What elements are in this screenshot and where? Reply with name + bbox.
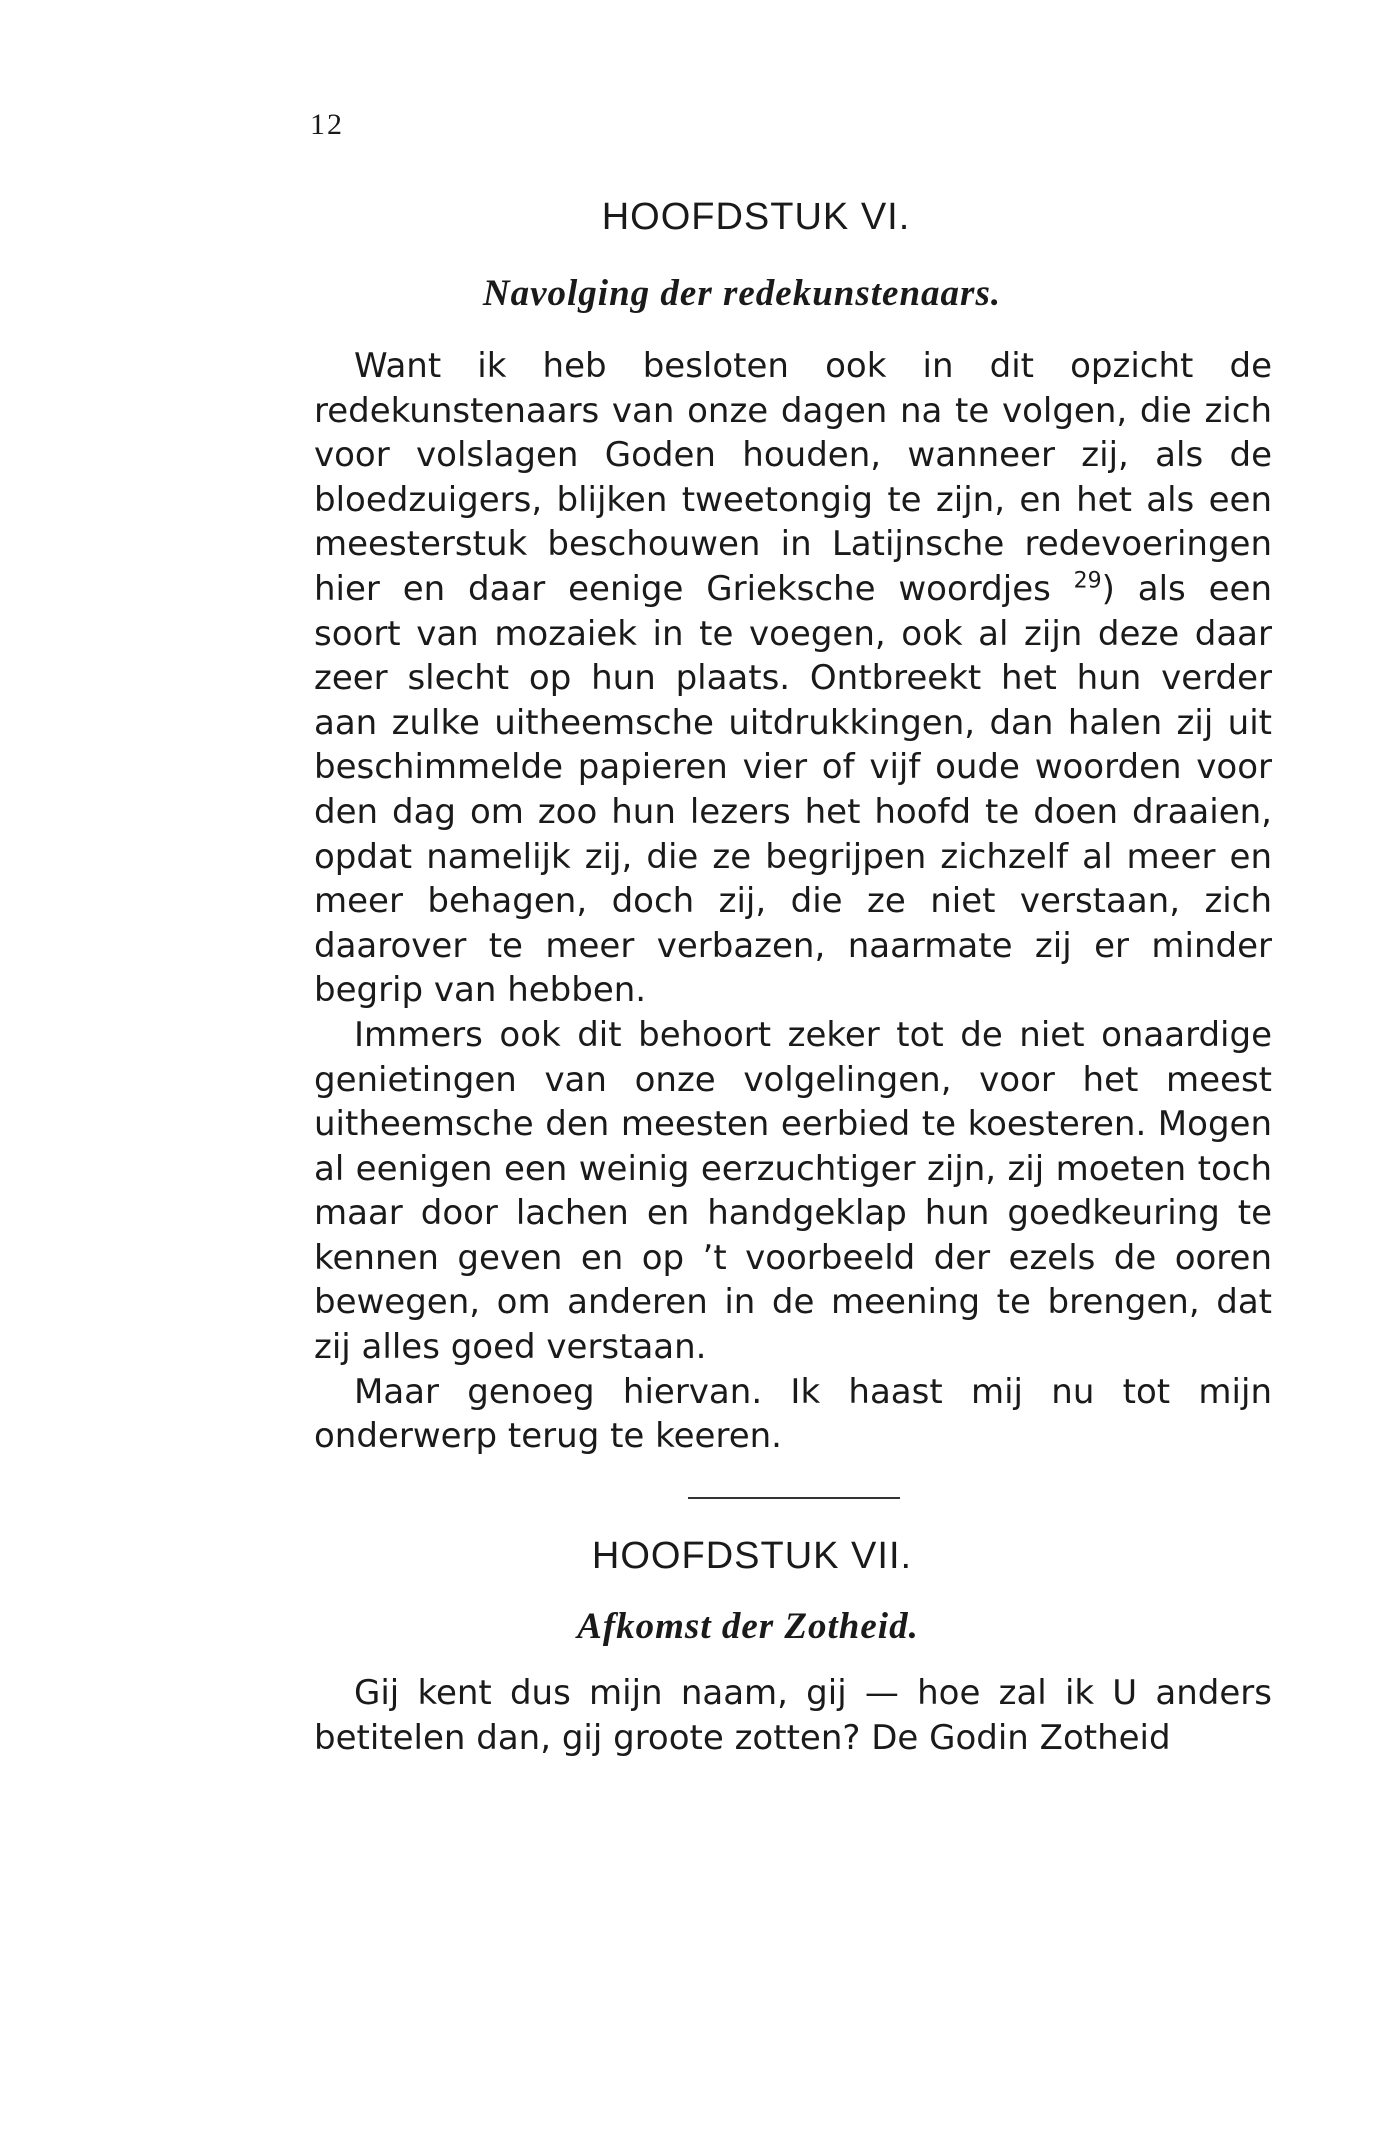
paragraph: Immers ook dit behoort zeker tot de niet onaardige genietingen van onze volgelingen, voor het meest uitheemsche den meesten eerbied te koesteren. Mogen al eenigen een weinig eerzuchtiger zijn, zij moeten toch maar door lachen en handgeklap hun goedkeuring te kennen geven en op ’t voorbeeld der ezels de ooren bewegen, om anderen in de meening te brengen, dat zij alles goed verstaan. (314, 1014, 1272, 1368)
chapter-6-subtitle: Navolging der redekunstenaars. (482, 273, 1002, 314)
footnote-marker: 29 (1073, 568, 1102, 594)
chapter-6-text (314, 344, 1272, 1459)
page-number: 12 (310, 108, 344, 141)
chapter-7-subtitle: Afkomst der Zotheid. (577, 1606, 919, 1647)
chapter-divider (688, 1497, 900, 1499)
paragraph: Maar genoeg hiervan. Ik haast mij nu tot mijn onderwerp terug te keeren. (314, 1371, 1272, 1457)
paragraph (314, 344, 1272, 1013)
paragraph: Gij kent dus mijn naam, gij — hoe zal ik U anders betitelen dan, gij groote zotten? De Godin Zotheid (314, 1673, 1272, 1758)
chapter-7-heading: HOOFDSTUK VII. (591, 1535, 913, 1577)
chapter-6-heading: HOOFDSTUK VI. (601, 196, 911, 238)
chapter-7-text (314, 1671, 1272, 1760)
paragraph-text: Want ik heb besloten ook in dit opzicht de redekunstenaars van onze dagen na te volgen, die zich voor volslagen Goden houden, wanneer zij, als de bloedzuigers, blijken tweetongig te zijn, en het als een meesterstuk beschouwen in Latijnsche redevoeringen hier en daar eenige Grieksche woordjes (314, 346, 1272, 609)
paragraph-text: ) als een soort van mozaiek in te voegen, ook al zijn deze daar zeer slecht op hun plaats. Ontbreekt het hun verder aan zulke uitheemsche uitdrukkingen, dan halen zij uit beschimmelde papieren vier of vijf oude woorden voor den dag om zoo hun lezers het hoofd te doen draaien, opdat namelijk zij, die ze begrijpen zichzelf al meer en meer behagen, doch zij, die ze niet verstaan, zich daarover te meer verbazen, naarmate zij er minder begrip van hebben. (314, 568, 1272, 1011)
